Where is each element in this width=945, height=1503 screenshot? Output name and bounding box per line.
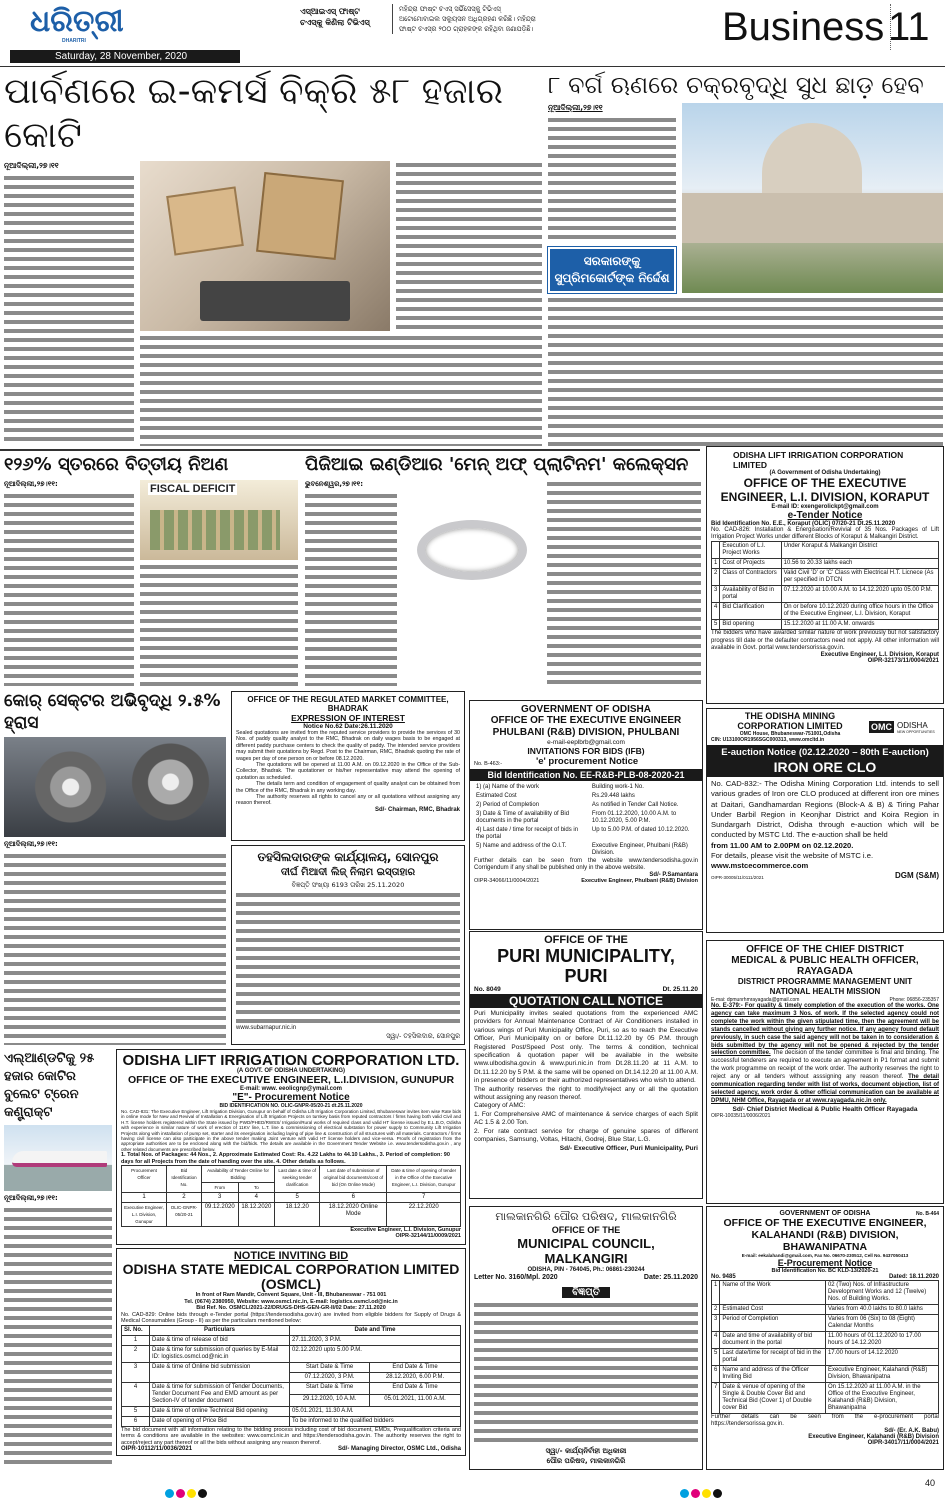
footer-text: The bid document with all information relating to the bidding process including cost of bid document, EMDs, Prequalification criteria and terms & conditions are available in the websites: www.osmcl.nic.in and https://tendersodisha.gov.in. The authority reserves the right to accept/reject any part thereof or all the bids without assigning any reason thererof. [121,1426,461,1446]
fiscal-deficit-image [140,480,298,560]
bid-id: BID IDENTIFICATION NO. OLIC-GNPR-05/20-21 dt.25.11.2020 [219,1103,363,1109]
office-name-odia: ମାଲକାନଗିରି ପୌର ପରିଷଦ, ମାଲକାନଗିରି [495,1210,677,1223]
tender-table [474,783,698,858]
story4-body-col2 [547,480,701,686]
osmcl-notice [116,1248,466,1456]
story1-headline: ପାର୍ବଣରେ ଇ-କମର୍ସ ବିକ୍ରି ୫୮ ହଜାର କୋଟି [4,71,504,156]
story1-body-lower [140,334,542,446]
office-name: OFFICE OF THE EXECUTIVE ENGINEER PHULBANI (R&B) DIVISION, PHULBANI [490,715,682,738]
train [12,1151,107,1167]
signature: Sd/- P.Samantara [649,872,698,879]
sonepur-tahsildar-notice [231,845,465,1045]
story2-headline: ୮ ବର୍ଗ ଋଣରେ ଚକ୍ରବୃଦ୍ଧି ସୁଧ ଛାଡ଼ ହେବ [548,71,924,99]
story1-dateline: ନୂଆଦିଲ୍ଲୀ,୨୭।୧୧ [4,161,59,170]
address: ODISHA, PIN - 764045, Ph.: 06861-230244 [527,1267,645,1273]
table-row: Execution of L.I. Project Works Under Koraput & Malkangiri District [712,542,939,559]
intro: No. CAD-829: Online bids through e-Tender portal (https://tendersodisha.gov.in) are invited from eligible bidders for Supply of Drugs & Medical Consumables (Group - II) as per the particulars mentioned below: [121,1311,461,1324]
print-registration-dots [165,1485,209,1503]
intro: No. CAD-826: Installation & Energisation/Revivial of 35 Nos. Packages of Lift Irrigation Project Works under different Blocks of Koraput & Malkangiri District. [711,527,939,541]
omc-eauction-notice [706,708,944,933]
category-heading: Category of AMC: [474,1102,526,1110]
story5 [4,690,226,1045]
table-row: Executive Engineer, L.I. Division, Gunupur OLIC-GNPR-05/20-21 09.12.2020 18.12.2020 18.12.20 18.12.2020 Online Mode 22.12.2020 [122,1202,461,1226]
gov-name: GOVERNMENT OF ODISHA [779,1210,871,1217]
table-row: 4 Bid Clarification On or before 10.12.2020 during office hours in the Office of the Executive Engineer, L.I. Division, Koraput [712,603,939,620]
table-row: 2 Date & time for submission of queries by E-Mail ID: logistics.osmcl.od@nic.in 02.12.2020 upto 5.00 P.M. [122,1345,461,1362]
tender-table: Sl. No. Particulars Date and Time 1 Date & time of release of bid 27.11.2020, 3 P.M. 2 Date & time for submission of queries by E-Mail ID: logistics.osmcl.od@nic.in 02.12.2020 upto 5.00 P.M. 3 Date & time of Online bid submission Start Date & Time End Date & Time 07.12.2020, 3 P.M. 28.12.2020, 6.00 P.M. 4 Date & time for submission of Tender Documents, Tender Document Fee and EMD amount as per Section-IV of tender document Start Date & Time End Date & Time 29.12.2020, 10 A.M. 05.01.2021, 11.00 A.M. 5 Date & time of online Technical Bid opening 05.01.2021, 11.30 A.M. 6 Date of opening of Price Bid To be informed to the qualified bidders [121,1325,461,1427]
table-row: Estimated Cost Rs.29.448 lakhs [476,793,635,799]
notice-date: Date: 25.11.2020 [643,1274,698,1281]
b-number: No. B-464 [915,1211,939,1217]
puri-municipality-notice [469,931,703,1199]
notice-title: "E"- Procurement Notice [232,1092,350,1103]
notice-subject: IRON ORE CLO [773,759,877,775]
court-building [682,193,943,243]
table-row: 6 Date of opening of Price Bid To be informed to the qualified bidders [122,1416,461,1426]
signature: ସ୍ୱା/- କାର୍ଯ୍ୟନିର୍ବାହୀ ଅଧିକାରୀ [545,1447,627,1455]
gov-name: GOVERNMENT OF ODISHA [520,704,651,715]
notice-number: ବିଜ୍ଞପ୍ତି ସଂଖ୍ୟା 6193 ତାରିଖ 25.11.2020 [291,881,405,889]
notice-body [236,891,460,1024]
summary: 1. Total Nos. of Packages: 44 Nos., 2. Approximate Estimated Cost: Rs. 4.22 Lakhs to 44.10 Lakhs., 3. Period of completion: 90 days for all Projects from the date of handing over the site. 4. Other details as follows. [121,1152,450,1165]
table-row: 4 Date & time for submission of Tender Documents, Tender Document Fee and EMD amount as per Section-IV of tender document Start Date & Time End Date & Time [122,1382,461,1394]
table-row: 4) Last date / time for receipt of bids in the portal Up to 5.00 P.M. of dated 10.12.2020. [476,827,690,840]
story4-dateline: ଭୁବନେଶ୍ୱର,୨୭।୧୧: [305,480,364,488]
auction-time: from 11.00 AM to 2.00PM on 02.12.2020. [711,840,854,850]
fiscal-deficit-label: FISCAL DEFICIT [150,483,236,495]
notice-body: The decision of the tender committee is final and binding. The successful tenderers are required to execute an agreement in P1 format and submit the work programme on receipt of the work order. The authority reserves the right to reject any or all tenders without asssigning any reason thereof. [711,1050,939,1081]
notice-body: No. CAD-831: The Executive Engineer, Lift Irrigation Division, Gunupur on behalf of Odisha Lift Irrigation Corporation Limited, Bhubaneswar invites item wise Rate bids in online mode for New and Revival of Installation & Energisation of Lift Irrigation Projects on turnkey basis from reputed contractors / firms having both valid Civil and H.T. license holders registered within the State issued by PWD/PHED/RWSS/ Irrigation/Rural works of required class and valid HT license issued by E.L.B.O, Odisha with experience in similar nature of work of erection of 11KV line, L.T. line & commissioning of electrical substation for power supply to Community Lift Irrigation Projects along with installation of pump set, starter and its energisation including laying of pipe line & construction of all structures with all materials. Contractors / firms having civil license can also participate in the above tender making Joint venture with valid HT license holders and vice-versa. Proofs of registration from the appropriate authorities are to be enclosed along with the bid/bids. The details are available in the Government Tender Website i.e. www.tendersodisha.gov.in , any other related documents are prescribed below. [121,1109,461,1152]
platinum-bracelet-image [403,480,541,686]
ecommerce-image [140,161,390,331]
signature-title: Executive Engineer, Phulbani (R&B) Division [581,878,698,885]
page-number: 11 [888,5,930,49]
story4 [305,453,701,686]
contact: E-mail: eekalahandi@gmail.com, Fax No. 06670-230512, Cell No. 9437050413 [741,1253,909,1258]
table-row: 2 Class of Contractors Valid Civil 'D' or 'C' Class with Electrical H.T. Licnece (As per specified in DTCN [712,569,939,586]
issue-date: Saturday, 28 November, 2020 [10,50,240,63]
story4-body-col1 [305,492,397,686]
contact: Tel. (0674) 2380950, Website: www.osmcl.nic.in, E-mail: logistics.osmcl.od@nic.in [184,1298,398,1305]
logo-subtext: DHARITRI [62,38,86,44]
signature: Executive Engineer, L.I. Division, Gunupur [350,1226,461,1233]
story3 [4,453,298,686]
table-row: 1) (a) Name of the work Building work-1 No. [476,784,644,790]
table-row: 7 Date & venue of opening of the Single & Double Cover Bid and Technical Bid (Cover 1) of Double cover Bid On 15.12.2020 at 11.00 A.M. in the Office of the Executive Engineer, Kalahandi (R&B) Division, Bhawanipatna [712,1383,939,1414]
table-row: 6 Name and address of the Officer Inviting Bid Executive Engineer, Kalahandi (R&B) Division, Bhawanipatna [712,1366,939,1383]
unit-name: DISTRICT PROGRAMME MANAGEMENT UNIT [737,977,913,986]
malkangiri-municipal-notice [469,1206,703,1470]
story2-dateline: ନୂଆଦିଲ୍ଲୀ,୨୭।୧୧ [548,103,603,112]
table-row: 3) Date & Time of availability of Bid documents in the portal From 01.12.2020, 10.00 A.M. to 10.12.2020, 5.00 P.M. [476,811,677,824]
tender-table: Procurement Officer Bid Identification No. Availability of Tender Online for Bidding Last date & time of seeking tender clarification Last date of submission of original bid documents/cost of bid (On Online Mode) Date & time of opening of tender in the Office of the Executive Engineer, L.I. Division, Gunupur From To 1 2 3 4 5 6 7 Executive Engineer, L.I. Division, Gunupur OLIC-GNPR-05/20-21 09.12.2020 18.12.2020 18.12.20 18.12.2020 Online Mode 22.12.2020 [121,1165,461,1227]
carton-box [256,172,344,260]
tender-table [711,541,939,630]
notice-body: Puri Municipality invites sealed quotations from the experienced AMC providers for Annual Maintenance Contract of Air Conditioners installed in various wings of Puri Municipality Office, Puri, so as to reach the Executive Officer, Puri Municipality on or before Dt.11.12.20 by 05 P.M. through Registered Post/Speed Post only. The terms & condition, technical specification & quotation paper will be available in the website www.ulbodisha.gov.in & www.puri.nic.in from Dt.28.11.20 at 11 A.M. to Dt.11.12.20 by 5 P.M. & the same will be opened on Dt.14.12.20 at 11.00 A.M. in presence of bidders or their authorized representatives who wish to attend. [474,1010,698,1085]
oipr-number: OIPR-34017/11/0004/2021 [867,1440,939,1447]
phulbani-rb-notice [469,700,703,930]
details-text: For details, please visit the website of MSTC i.e. [711,850,874,860]
letter-number: Letter No. 3160/Mpl. 2020 [474,1274,558,1281]
olic-gunupur-tender [116,1049,466,1245]
office-name: OFFICE OF THE REGULATED MARKET COMMITTEE, BHADRAK [247,695,449,713]
website-link[interactable]: www.mstcecommerce.com [711,860,809,870]
signature: Sd/- (Er. A.K. Babu) [884,1428,939,1435]
office-name: OFFICE OF THE EXECUTIVE ENGINEER, L.I. DIVISION, KORAPUT [720,476,930,504]
story4-headline: ପିଜିଆଇ ଇଣ୍ଡିଆର 'ମେନ୍ ଅଫ୍ ପ୍ଲାଟିନମ' କଲେକ୍ସନ [305,454,689,475]
steel-coils-image [4,737,226,837]
mission-name: NATIONAL HEALTH MISSION [769,987,881,996]
notice-title: QUOTATION CALL NOTICE [470,994,702,1008]
notice-title: e-Tender Notice [787,510,863,521]
story2-body-col1 [548,116,676,244]
paragraph: The details term and condition of engagement of quality analyst can be obtained from the Office of the RMC, Bhadrak in any working day. [236,781,460,794]
carton-box [166,186,244,255]
bid-id-bar: Bid Identification No. EE-R&B-PLB-08-2020-21 [470,769,702,781]
bracelet [417,520,527,580]
table-row: 1 Name of the Work 02 (Two) Nos. of Infrastructure Development Works and 12 (Twelve) Nos. of Building Works. [712,1281,939,1305]
office-name: OFFICE OF THE CHIEF DISTRICT MEDICAL & PUBLIC HEALTH OFFICER, RAYAGADA [731,944,919,977]
oipr-number: OIPR-10112/11/0036/2021 [121,1446,193,1452]
notice-body: No. CAD-832:- The Odisha Mining Corporation Ltd. intends to sell various grades of Iron ore CLO produced at different iron ore mines at Daitari, Gandhamardan Regions (Block-A & B) & Tiring Pahar Under Barbil Region in Keonjhar District and Koira Region in Sundargarh District, Odisha through e-auction which will be conducted by MSTC Ltd. The e-auction shall be held [711,779,939,840]
story3-headline: ୧୨୬% ସ୍ତରରେ ବିତ୍ତୀୟ ନିଅଣ [4,454,229,475]
office-name: OFFICE OF THE EXECUTIVE ENGINEER, L.I.DIVISION, GUNUPUR [127,1074,455,1086]
table-row: 5 Date & time of online Technical Bid opening 05.01.2021, 11.30 A.M. [122,1406,461,1416]
signature: Sd/- Chief District Medical & Public Health Officer Rayagada [732,1105,918,1113]
website: www.subarnapur.nic.in [236,1025,297,1031]
address: In front of Ram Mandir, Convent Square, Unit - III, Bhubaneswar - 751 001 [195,1292,387,1298]
notice-title: E-Procurement Notice [777,1258,873,1268]
bid-id: Bid Identification No. E.E., Koraput (OLIC) 07/20-21 Dt.25.11.2020 [711,521,896,527]
story1-body-col1 [4,174,134,446]
notice-number: No. 8049 [474,986,501,993]
odisha-tagline: NEW OPPORTUNITIES [897,729,935,734]
signature: DGM (S&M) [895,870,939,880]
table-row: 3 Availability of Bid in portal 07.12.2020 at 10.00 A.M. to 14.12.2020 upto 05.00 P.M. [712,586,939,603]
table-row: 5 Last date/time for receipt of bid in the portal 17.00 hours of 14.12.2020 [712,1349,939,1366]
currency-notes [150,510,280,550]
teaser-headline: ଏସ୍‌ଆଇଏସ୍ ଫାଷ୍ଟ ଚଏସ୍‌କୁ କିଣିଲା ଟିଭିଏସ୍ [300,7,370,27]
signature-office: ପୌର ପରିଷଦ, ମାଲକାନଗିରି [546,1457,626,1465]
table-row: 1 Cost of Projects 10.56 to 20.33 lakhs each [712,559,939,569]
story3-body-col2 [140,563,298,686]
supreme-court-image [682,103,943,293]
oipr-number: OIPR-10035/11/0006/2021 [711,1112,771,1119]
kalahandi-rb-notice [706,1206,944,1470]
notice-title: ବିଜ୍ଞପ୍ତି [562,1287,610,1298]
footer-text: Further details can be seen from the e-procurement portal https://tendersorissa.gov.in. [711,1414,939,1428]
story1 [4,70,542,446]
signature: Sd/- Managing Director, OSMC Ltd., Odisha [337,1446,461,1452]
odisha-logo: ODISHA [897,720,928,730]
story5-headline: କୋର୍ ସେକ୍ଟର ଅଭିବୃଦ୍ଧି ୨.୫% ହ୍ରାସ [4,691,221,733]
notice-number: No. 9485 [711,1274,736,1280]
notice-title: EXPRESSION OF INTEREST [291,713,405,723]
table-row: 2 Estimated Cost Varies from 40.0 lakhs to 80.0 lakhs [712,1305,939,1315]
olic-koraput-tender [706,446,944,704]
cin: CIN: U13100OR1956SGC000313, www.omcltd.in [711,737,825,743]
table-row: 3 Period of Completion Varies from 06 (Six) to 08 (Eight) Calendar Months [712,1315,939,1332]
notice-title: 'e' procurement Notice [535,756,639,767]
oipr-number: OIPR-30005/11/0111/2021 [711,874,764,880]
table-header-row: Sl. No. Particulars Date and Time [122,1325,461,1335]
office-label: OFFICE OF THE [544,934,628,946]
teaser-body: ମହିନ୍ଦ୍ରା ଫାଷ୍ଟ ଚଏସ୍ ସର୍ଭିସେସ୍‌କୁ ଟିଭିଏସ୍ ଅଟୋମୋବାଇଲ ସଲ୍ୟୁସନ ଅଧିଗ୍ରହଣ କରିଛି। ମହିନ୍ଦ୍ରା ଫାଷ୍ଟ ଚଏସ୍‌ର ୨୦୦ ଗ୍ରାହକଙ୍କ ରହିଥିବା ଜଣାପଡ଼ିଛି। [392,4,542,34]
story6-dateline: ନୂଆଦିଲ୍ଲୀ,୨୭।୧୧: [4,1194,58,1202]
masthead-rule [0,66,945,67]
tender-table [711,1280,939,1414]
notice-date: Dated: 18.11.2020 [888,1274,939,1280]
omc-logo: OMC [871,722,892,732]
footer-text: The bidders who have awarded similar nature of work previously but not satisfactory progress till date or the defaulter contractors need not apply. All other information will available in Govt. portal www.tendersorissa.gov.in. [711,630,939,651]
print-registration-dots [680,1485,724,1503]
notice-body: The authority reserves the right to modify/reject any or all the quotation without assigning any reason thereof. [474,1085,698,1102]
table-row: 5 Bid opening 15.12.2020 at 11.00 A.M. onwards [712,620,939,630]
footer-text: Further details can be seen from the website www.tendersodisha.gov.in Corrigendum if any shall be published only in the above website. [474,858,698,872]
signature-title: Executive Engineer, Kalahandi (R&B) Division [808,1434,939,1441]
org-name: ODISHA LIFT IRRIGATION CORPORATION LTD. [122,1052,460,1069]
org-sub: (A GOVT. OF ODISHA UNDERTAKING) [236,1068,346,1074]
paragraph: The quotations will be opened at 11.00 A.M. on 09.12.2020 in the Office of the Sub-Collector, Bhadrak. The quotationer or his/her representative may attend the opening of quotation as scheduled. [236,762,460,781]
logo-text: ଧରିତ୍ରୀ [30,4,124,39]
address: OMC House, Bhubaneswar-751001,Odisha [739,731,841,737]
org-name: ODISHA LIFT IRRIGATION CORPORATION LIMITED [733,450,904,470]
office-name: MUNICIPAL COUNCIL, MALKANGIRI [517,1236,655,1266]
rayagada-cdmo-notice [706,940,944,1204]
story5-body [4,852,226,1045]
paragraph: Sealed quotations are invited from the reputed service providers to provide the services of 30 Nos. of paddy quality analyst to the RMC, Bhadrak on daily wages basis to be engaged at different paddy purchase centers to check the quality of paddy. The intended service providers may submit their quotations by Regd. Post to the Chairman, RMC, Bhadrak quoting the rate of wages per day of one person on or before 08.12.2020. [236,730,460,762]
ifb-title: INVITATIONS FOR BIDS (IFB) [527,746,645,756]
notice-title: ଦୀର୍ଘ ମିଆଦୀ ଲିଜ୍ ନିଲାମ ଇସ୍ତାହାର [280,867,416,878]
story2-callout: ସରକାରଙ୍କୁ ସୁପ୍ରିମକୋର୍ଟଙ୍କ ନିର୍ଦ୍ଦେଶ [548,247,676,293]
notice-number: Notice No.62 Date:26.11.2020 [303,723,393,730]
office-name: OFFICE OF THE EXECUTIVE ENGINEER, KALAHANDI (R&B) DIVISION, BHAWANIPATNA [723,1217,927,1253]
signature: Sd/- Executive Officer, Puri Municipality, Puri [559,1144,698,1152]
email: E-mail ID: exengerolickpt@gmail.com [771,504,879,510]
bullet-train-image [4,1125,112,1191]
rmc-bhadrak-notice [231,691,465,841]
category-item: 2. For rate contract service for charge of genuine spares of different companies, Samsung, Voltas, Hitachi, Godrej, Blue Star, L.G. [474,1127,698,1144]
notice-title: E-auction Notice (02.12.2020 – 80th E-auction) [721,747,929,758]
table-row: 3 Date & time of Online bid submission Start Date & Time End Date & Time [122,1362,461,1372]
notice-body-emphasis: The detail communication regarding tender with list of works, document objection, list of selected agency, work order & other official communication can be available at DPMU, NHM Office, Rayagada or at www.rayagada.nic.in only. [711,1074,939,1104]
notice-body-emphasis: No. E-379:- For quality & timely completion of the execution of the works. One agency can take maximum 3 Nos. of work. If the selected agency could not complete the work within the given stipulated time, then the agreement will be stands cancelled without giving any further notice. If any agency found default previously, in such case the said agency will not be taken in to consideration & bids submitted by the agency will not be opened & rejected by the tender selection committee. [711,1003,939,1057]
story3-dateline: ନୂଆଦିଲ୍ଲୀ,୨୭।୧୧: [4,480,58,488]
office-name: PURI MUNICIPALITY, PURI [497,946,675,986]
paragraph: The authority reserves all rights to cancel any or all quotations without assigning any reason thereof. [236,794,460,807]
story6-body [4,1206,112,1468]
category-item: 1. For Comprehensive AMC of maintenance & service charges of each Split AC 1.5 & 2.00 Ton. [474,1110,698,1127]
office-label: OFFICE OF THE [551,1225,621,1235]
notice-number: No. B-463:- [474,761,503,767]
story6-headline: ଏଲ୍‌ଆଣ୍ଡଟିକୁ ୨୫ ହଜାର କୋଟିର ବୁଲେଟ ଟ୍ରେନ କଣ୍ଟ୍ରାକ୍ଟ [4,1051,95,1120]
print-page-number: 40 [925,1478,936,1488]
bid-id: Bid Identification No. BC KLD-13/2020-21 [771,1268,879,1274]
email: E-mai: dpmunrhmrayagada@gmail.com [711,997,800,1003]
story3-body-col1 [4,492,134,686]
table-row: 2) Period of Completion As notified in Tender Call Notice. [476,802,679,808]
email: E-mail: www. eeolicgnp@ymail.com [240,1086,342,1092]
oipr-number: OIPR-32173/11/0004/2021 [867,658,939,665]
notice-body [474,1301,698,1446]
table-row: 1 2 3 4 5 6 7 [122,1192,461,1202]
signature: ସ୍ୱା/- ତହସିଲଦାର, ସୋନପୁର [386,1032,460,1040]
notice-date: Dt. 25.11.20 [662,986,698,993]
table-header-row: Procurement Officer Bid Identification No. Availability of Tender Online for Bidding Last date & time of seeking tender clarification Last date of submission of original bid documents/cost of bid (On Online Mode) Date & time of opening of tender in the Office of the Executive Engineer, L.I. Division, Gunupur [122,1165,461,1182]
notice-title: NOTICE INVITING BID [233,1250,349,1262]
oipr-number: OIPR-32144/11/0009/2021 [395,1232,461,1239]
signature: Executive Engineer, L.I. Division, Koraput [820,652,939,659]
signature: Sd/- Chairman, RMC, Bhadrak [374,806,460,813]
story1-body-col3 [396,161,542,331]
table-row: 1 Date & time of release of bid 27.11.2020, 3 P.M. [122,1335,461,1345]
story2 [548,70,943,446]
office-name: ତହସିଲଦାରଙ୍କ କାର୍ଯ୍ୟାଳୟ, ସୋନପୁର [257,850,439,864]
story6 [4,1050,112,1468]
org-name: THE ODISHA MINING CORPORATION LIMITED [737,711,843,731]
story5-dateline: ନୂଆଦିଲ୍ଲୀ,୨୭।୧୧: [4,840,58,848]
email: e-mail-eeplbrb@gmail.com [547,739,625,746]
section-title: Business [722,4,891,50]
story2-body-lower [548,296,943,446]
org-name: ODISHA STATE MEDICAL CORPORATION LIMITED (OSMCL) [122,1261,460,1292]
phone: Phone: 06856-235357 [889,997,939,1003]
bid-ref: Bid Ref. No. OSMCL/2021-22/DRUGS-DHS-GEN-GR-II/02 Date: 27.11.2020 [196,1305,386,1311]
table-row: 4 Date and time of availability of bid document in the portal 11.00 hours of 01.12.2020 to 17.00 hours of 14.12.2020 [712,1332,939,1349]
oipr-number: OIPR-34066/11/0004/2021 [474,878,540,885]
dharitri-logo [30,6,130,46]
table-row: 5) Name and address of the O.I.T. Executive Engineer, Phulbani (R&B) Division. [476,843,688,856]
section-divider [0,449,700,451]
org-sub: (A Government of Odisha Undertaking) [769,470,881,476]
laptop-keyboard [200,281,350,321]
